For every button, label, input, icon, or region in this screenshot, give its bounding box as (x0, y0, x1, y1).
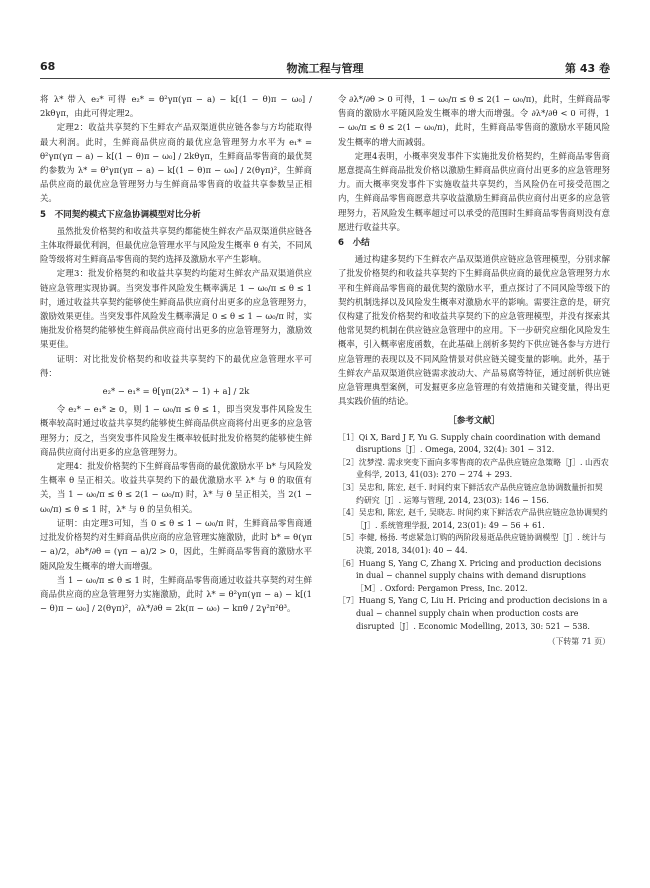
reference-item: ［6］Huang S, Yang C, Zhang X. Pricing and production decisions in dual − channel supply chains with demand disruptions［M］. Oxford: Pergamon Press, Inc. 2012. (338, 558, 602, 593)
paragraph: 虽然批发价格契约和收益共享契约都能使生鲜农产品双渠道供应链各主体取得最优利润，但最优应急管理水平与风险发生概率 θ 有关，不同风险等级将对生鲜商品零售商的契约选择及激励水平产生影响。 (40, 225, 312, 265)
right-column (338, 92, 610, 649)
reference-item: ［7］Huang S, Yang C, Liu H. Pricing and production decisions in a dual − channel supply chain when production costs are disrupted［J］. Economic Modelling, 2013, 30: 521 − 538. (338, 596, 608, 631)
theorem-2: 定理2：收益共享契约下生鲜农产品双渠道供应链各参与方均能取得最大利润。此时，生鲜商品供应商的最优应急管理努力水平为 e₁* = θ²γπ(γπ − a) − k[(1 − θ)π − ω₀] / 2kθγπ，生鲜商品零售商的最优契约参数为 λ* = θ²γπ(γπ − a) − k[(1 − θ)π − ω₀] / 2(θγπ)²，生鲜商品供应商的最优应急管理努力与生鲜商品零售商的收益共享参数呈正相关。 (40, 122, 312, 204)
references-heading: ［参考文献］ (448, 416, 500, 427)
section-heading-5: 5 不同契约模式下应急协调模型对比分析 (40, 209, 201, 220)
reference-list (338, 432, 610, 634)
paragraph: 证明：对比批发价格契约和收益共享契约下的最优应急管理水平可得： (40, 353, 312, 378)
reference-item: ［5］李健, 杨扬. 考虑紧急订购的两阶段易逝品供应链协调模型［J］. 统计与决策, 2018, 34(01): 40 − 44. (338, 533, 606, 556)
conclusion-paragraph: 通过构建多契约下生鲜农产品双渠道供应链应急管理模型，分别求解了批发价格契约和收益共享契约下生鲜商品供应商的最优应急管理努力水平和生鲜商品零售商的最优契约激励水平，重点探讨了不同风险等级下的契约机制选择以及风险发生概率对激励水平的影响。需要注意的是，研究仅构建了批发价格契约和收益共享契约下的应急管理模型，并没有探索其他常见契约机制在供应链应急管理中的应用。下一步研究应细化风险发生概率，引入概率密度函数，在此基础上剖析多契约下供应链各参与方进行应急管理的表现以及不同风险情景对供应链关键变量的影响。此外，基于生鲜农产品双渠道供应链需求波动大、产品易腐等特征，通过剖析供应链应急管理典型案例，可发掘更多应急管理的有效措施和关键变量，得出更具实践价值的结论。 (338, 254, 610, 407)
reference-item: ［3］吴忠和, 陈宏, 赵千. 时间约束下鲜活农产品供应链应急协调数量折扣契约研究［J］. 运筹与管理, 2014, 23(03): 146 − 156. (338, 483, 603, 505)
theorem-3: 定理3：批发价格契约和收益共享契约均能对生鲜农产品双渠道供应链应急管理实现协调。当突发事件风险发生概率满足 1 − ω₀/π ≤ θ ≤ 1 时，通过收益共享契约能够使生鲜商品供应商付出更多的应急管理努力，激励效果更佳。当突发事件风险发生概率满足 0 ≤ θ ≤ 1 − ω₀/π 时，实施批发价格契约能够使生鲜商品供应商付出更多的应急管理努力，激励效果更佳。 (40, 268, 312, 350)
paragraph: 将 λ* 带入 e₂* 可得 e₂* = θ²γπ(γπ − a) − k[(1 − θ)π − ω₀] / 2kθγπ，由此可得定理2。 (40, 94, 312, 119)
page-number: 68 (40, 60, 56, 73)
paragraph: 令 ∂λ*/∂θ > 0 可得，1 − ω₀/π ≤ θ ≤ 2(1 − ω₀/π)，此时，生鲜商品零售商的激励水平随风险发生概率的增大而增强。令 ∂λ*/∂θ < 0 可得，1 − ω₀/π ≤ θ ≤ 2(1 − ω₀/π)，此时，生鲜商品零售商的激励水平随风险发生概率的增大而减弱。 (338, 94, 610, 147)
reference-item: ［4］吴忠和, 陈宏, 赵千, 吴晓志. 时间约束下鲜活农产品供应链应急协调契约［J］. 系统管理学报, 2014, 23(01): 49 − 56 + 61. (338, 508, 608, 530)
paragraph: 定理4表明，小概率突发事件下实施批发价格契约，生鲜商品零售商愿意提高生鲜商品批发价格以激励生鲜商品供应商付出更多的应急管理努力。而大概率突发事件下实施收益共享契约，当风险仍在可接受范围之内，生鲜商品零售商愿意共享收益激励生鲜商品供应商付出更多的应急管理努力，若风险发生概率超过可以承受的范围时生鲜商品零售商则没有意愿进行收益共享。 (338, 150, 610, 232)
formula: e₂* − e₁* = θ[γπ(2λ* − 1) + a] / 2k (102, 386, 250, 397)
volume-label: 第 43 卷 (565, 62, 610, 75)
paragraph: 当 1 − ω₀/π ≤ θ ≤ 1 时，生鲜商品零售商通过收益共享契约对生鲜商品供应商的应急管理努力实施激励，此时 λ* = θ²γπ(γπ − a) − k[(1 − θ)π − ω₀] / 2(θγπ)²，∂λ*/∂θ = 2k(π − ω₀) − kπθ / 2γ²π²θ³。 (40, 574, 312, 614)
reference-item: ［1］Qi X, Bard J F, Yu G. Supply chain coordination with demand disruptions［J］. Omega, 2004, 32(4): 301 − 312. (338, 432, 601, 455)
reference-item: ［2］沈梦滢. 需求突变下面向多零售商的农产品供应链应急策略［J］. 山西农业科学, 2013, 41(03): 270 − 274 + 293. (338, 457, 609, 480)
journal-title: 物流工程与管理 (286, 62, 364, 75)
proof-paragraph: 证明：由定理3可知，当 0 ≤ θ ≤ 1 − ω₀/π 时，生鲜商品零售商通过批发价格契约对生鲜商品供应商的应急管理实施激励，此时 b* = θ(γπ − a)/2，∂b*/∂θ = (γπ − a)/2 > 0，因此，生鲜商品零售商的激励水平随风险发生概率的增大而增强。 (40, 517, 312, 571)
page-header (40, 60, 610, 79)
section-heading-6: 6 小结 (338, 238, 370, 249)
continued-note: （下转第 71 页） (547, 637, 610, 647)
left-column (40, 92, 312, 615)
paragraph: 令 e₂* − e₁* ≥ 0，则 1 − ω₀/π ≤ θ ≤ 1，即当突发事件风险发生概率较高时通过收益共享契约能够使生鲜商品供应商将付出更多的应急管理努力；反之，当突发事件风险发生概率较低时批发价格契约能够使生鲜商品供应商付出更多的应急管理努力。 (40, 404, 312, 457)
theorem-4: 定理4：批发价格契约下生鲜商品零售商的最优激励水平 b* 与风险发生概率 θ 呈正相关。收益共享契约下的最优激励水平 λ* 与 θ 的取值有关，当 1 − ω₀/π ≤ θ ≤ 2(1 − ω₀/π) 时，λ* 与 θ 呈正相关，当 2(1 − ω₀/π) ≤ θ ≤ 1 时，λ* 与 θ 的呈负相关。 (40, 461, 312, 514)
